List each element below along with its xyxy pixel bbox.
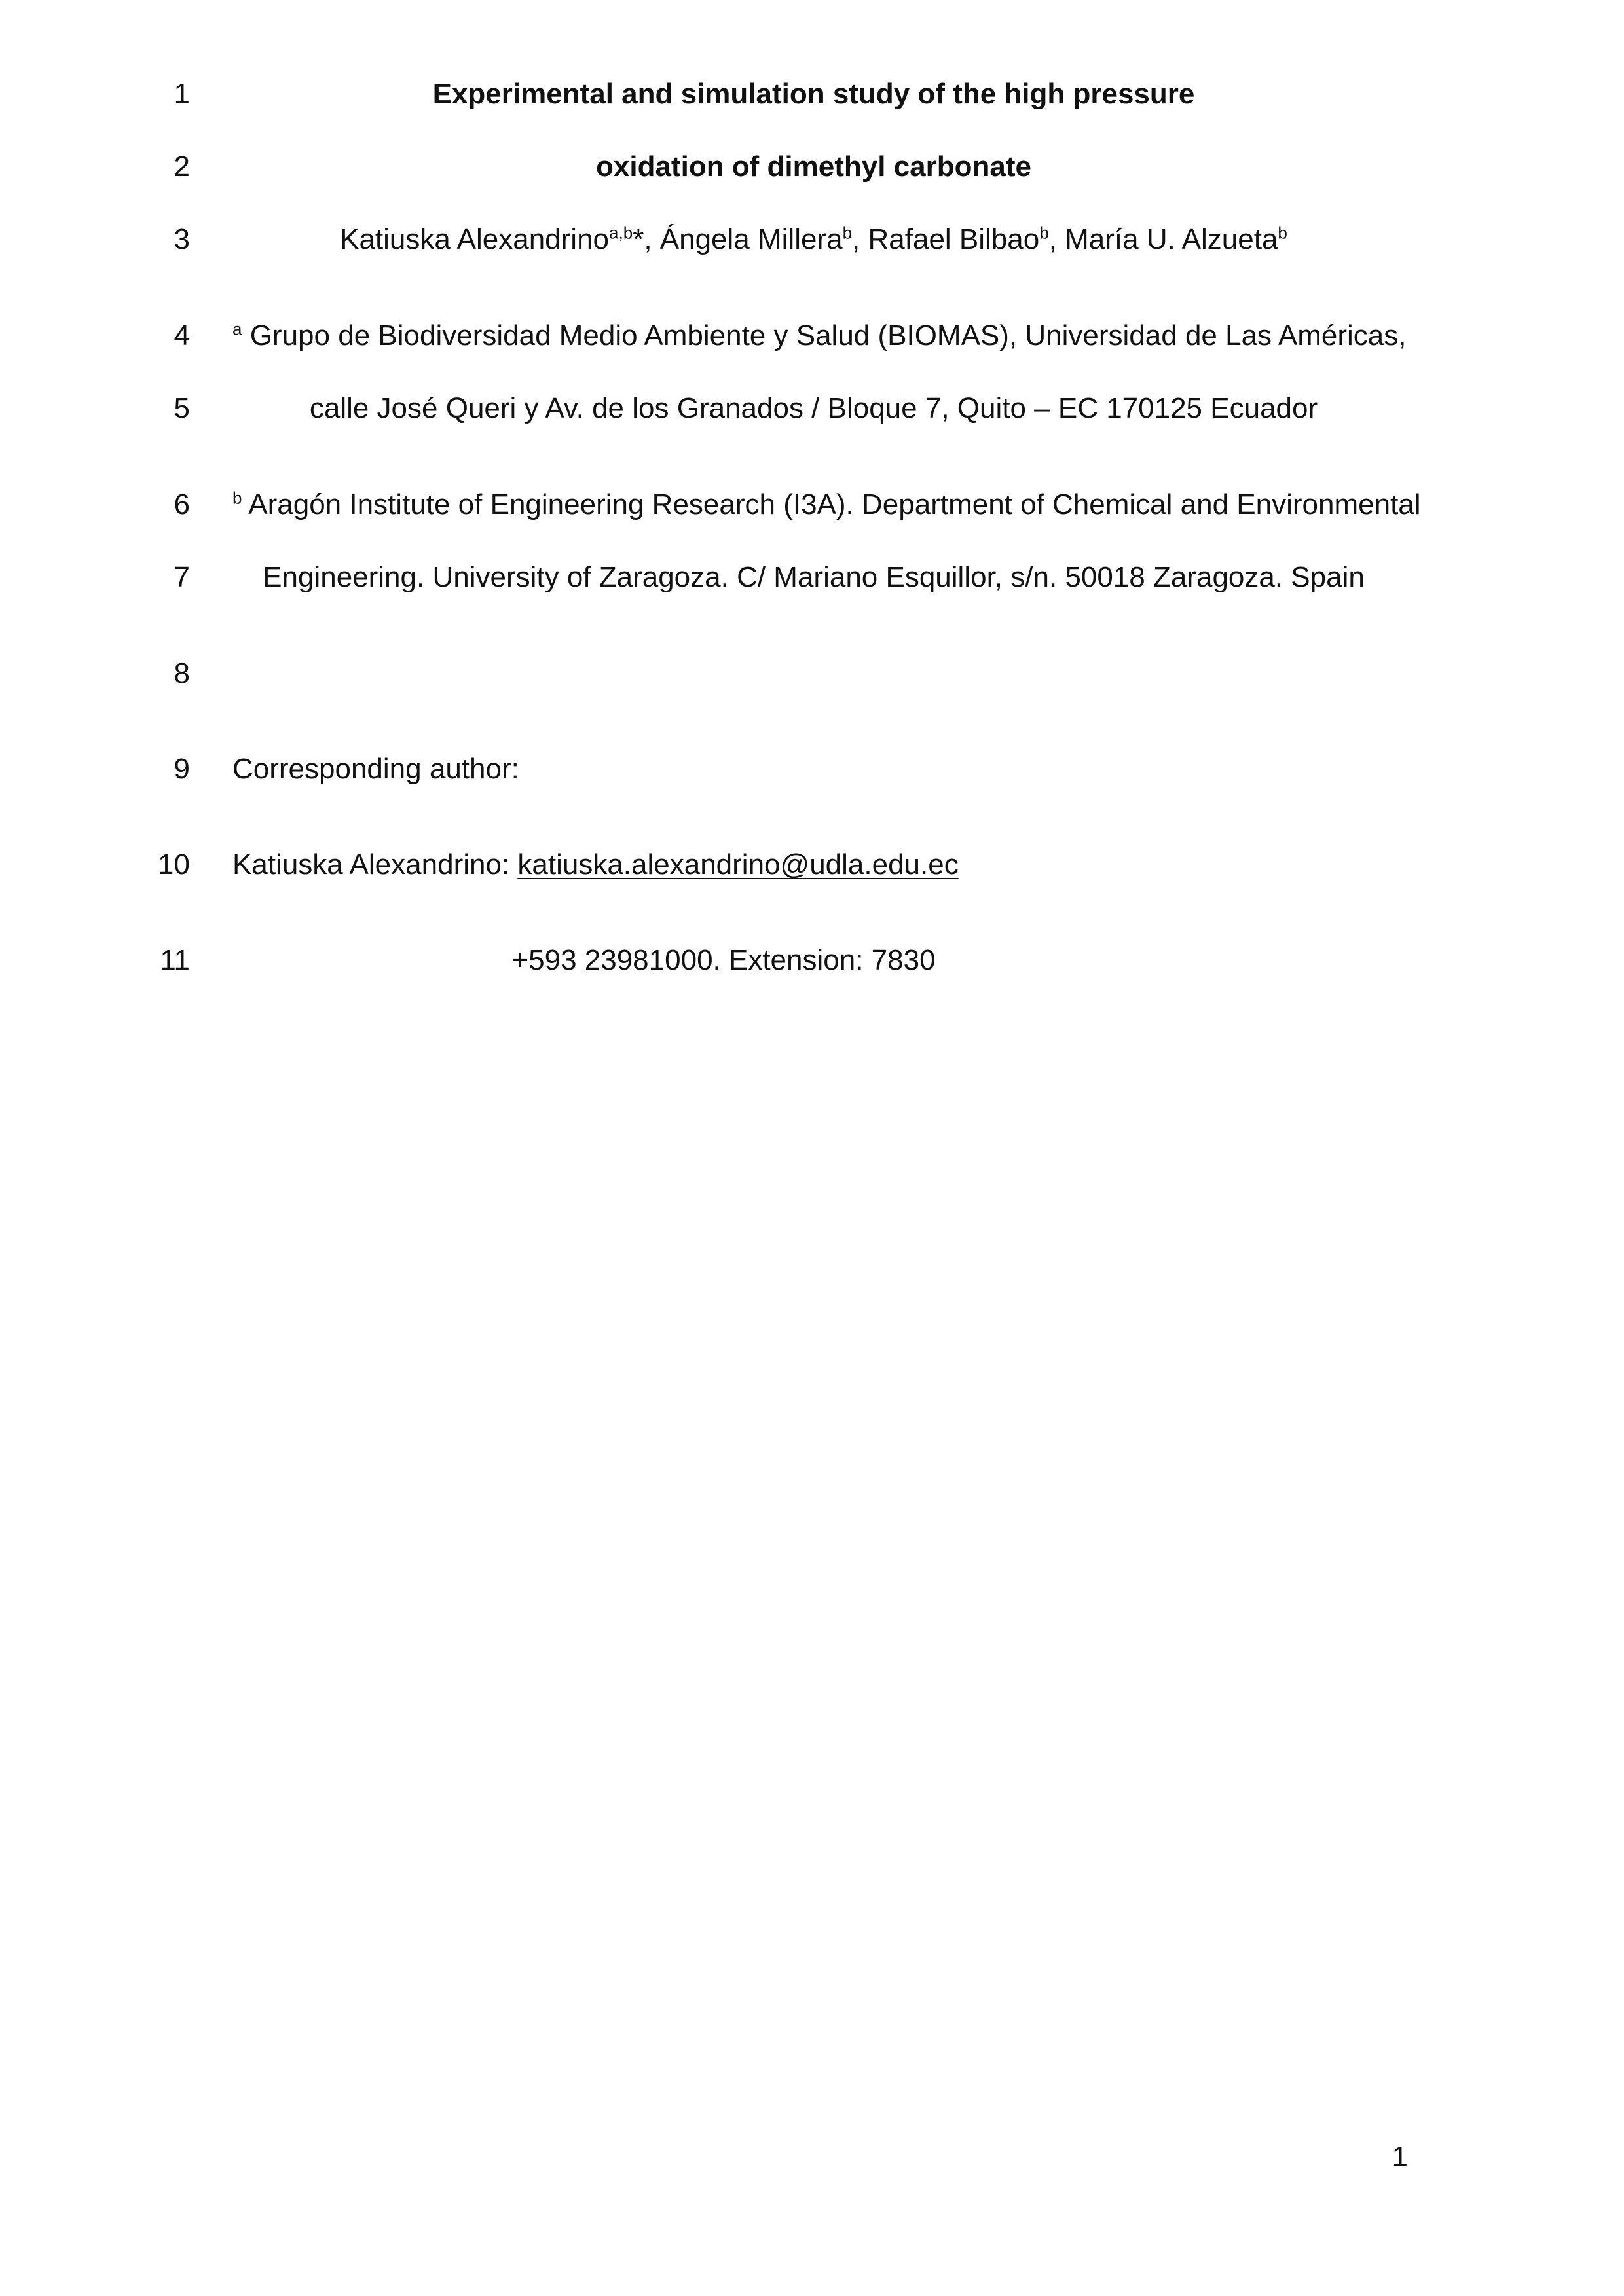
paper-title-line-1: Experimental and simulation study of the high pressure	[432, 78, 1195, 110]
line-number: 3	[174, 223, 190, 255]
line-number: 11	[160, 944, 190, 976]
manuscript-line-5	[0, 382, 1624, 435]
line-number: 1	[174, 78, 190, 110]
phone-extension: +593 23981000. Extension: 7830	[511, 944, 936, 976]
affiliation-text: Grupo de Biodiversidad Medio Ambiente y Salud (BIOMAS), Universidad de Las Américas,	[249, 319, 1407, 352]
line-number: 5	[174, 392, 190, 424]
manuscript-line-2	[0, 141, 1624, 193]
author-name: Ángela Millera	[659, 223, 843, 255]
author-separator: ,	[1048, 223, 1065, 255]
affiliation-text: Aragón Institute of Engineering Research (I3A). Department of Chemical and Environmental	[248, 488, 1421, 520]
author-name: Rafael Bilbao	[868, 223, 1040, 255]
manuscript-line-9	[0, 743, 1624, 795]
author-list	[232, 213, 1395, 266]
author-separator: ,	[644, 223, 660, 255]
manuscript-line-10	[0, 839, 1624, 891]
paper-title-line-2: oxidation of dimethyl carbonate	[596, 151, 1031, 183]
line-number: 6	[174, 488, 190, 520]
manuscript-line-4	[0, 310, 1624, 362]
line-number: 10	[158, 848, 190, 881]
corresponding-author-contact	[232, 839, 1395, 891]
affiliation-marker: b	[232, 488, 242, 508]
author-affiliation-superscript: b	[1039, 223, 1049, 243]
corresponding-author-mark: *	[633, 223, 644, 255]
manuscript-line-6	[0, 479, 1624, 531]
manuscript-line-3	[0, 213, 1624, 266]
author-separator: ,	[852, 223, 868, 255]
corresponding-author-heading: Corresponding author:	[232, 753, 519, 785]
author-name: Katiuska Alexandrino	[340, 223, 610, 255]
manuscript-line-11	[0, 934, 1624, 987]
affiliation-a-line-2: calle José Queri y Av. de los Granados / Bloque 7, Quito – EC 170125 Ecuador	[309, 392, 1318, 424]
manuscript-line-8	[0, 647, 1624, 700]
corresponding-author-name: Katiuska Alexandrino:	[232, 848, 518, 881]
author-affiliation-superscript: b	[842, 223, 853, 243]
affiliation-a-line-1	[232, 310, 1407, 362]
line-number: 9	[174, 753, 190, 785]
line-number: 7	[174, 561, 190, 593]
email-link[interactable]: katiuska.alexandrino@udla.edu.ec	[517, 848, 959, 881]
author-affiliation-superscript: a,b	[609, 223, 633, 243]
affiliation-b-line-1	[232, 479, 1421, 531]
line-number: 8	[174, 657, 190, 689]
page-number: 1	[1392, 2141, 1408, 2173]
line-number: 2	[174, 151, 190, 183]
author-affiliation-superscript: b	[1278, 223, 1287, 243]
line-number: 4	[174, 319, 190, 352]
author-name: María U. Alzueta	[1065, 223, 1278, 255]
affiliation-b-line-2: Engineering. University of Zaragoza. C/ Mariano Esquillor, s/n. 50018 Zaragoza. Spain	[263, 561, 1365, 593]
affiliation-marker: a	[232, 319, 242, 339]
manuscript-line-1	[0, 68, 1624, 120]
manuscript-line-7	[0, 551, 1624, 604]
